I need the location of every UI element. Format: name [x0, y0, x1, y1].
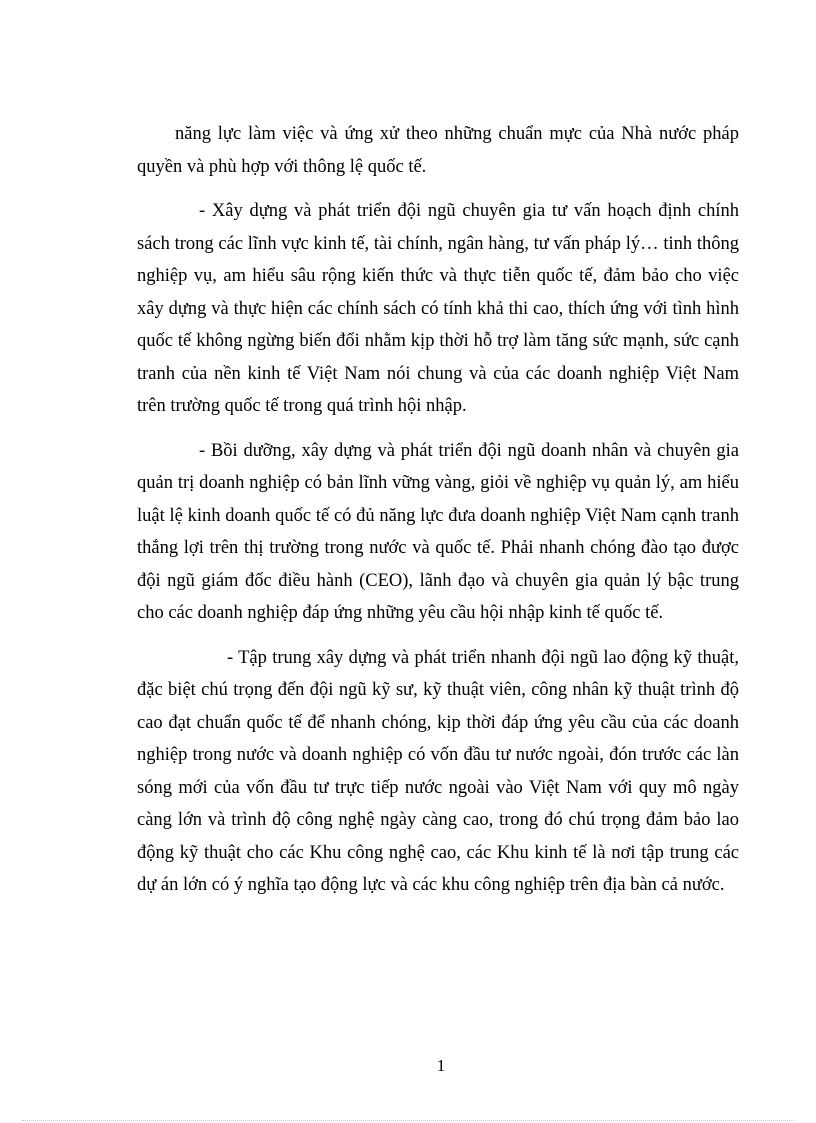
body-text — [137, 118, 739, 902]
paragraph-technical-workforce: - Tập trung xây dựng và phát triển nhanh đội ngũ lao động kỹ thuật, đặc biệt chú trọng đến đội ngũ kỹ sư, kỹ thuật viên, công nhân kỹ thuật trình độ cao đạt chuẩn quốc tế để nhanh chóng, kịp thời đáp ứng yêu cầu của các doanh nghiệp trong nước và doanh nghiệp có vốn đầu tư nước ngoài, đón trước các làn sóng mới của vốn đầu tư trực tiếp nước ngoài vào Việt Nam với quy mô ngày càng lớn và trình độ công nghệ ngày càng cao, trong đó chú trọng đảm bảo lao động kỹ thuật cho các Khu công nghệ cao, các Khu kinh tế là nơi tập trung các dự án lớn có ý nghĩa tạo động lực và các khu công nghiệp trên địa bàn cả nước. — [137, 647, 739, 895]
page-number: 1 — [436, 1056, 446, 1075]
paragraph-advisory-experts: - Xây dựng và phát triển đội ngũ chuyên gia tư vấn hoạch định chính sách trong các lĩnh vực kinh tế, tài chính, ngân hàng, tư vấn pháp lý… tinh thông nghiệp vụ, am hiểu sâu rộng kiến thức và thực tiễn quốc tế, đảm bảo cho việc xây dựng và thực hiện các chính sách có tính khả thi cao, thích ứng với tình hình quốc tế không ngừng biến đổi nhằm kịp thời hỗ trợ làm tăng sức mạnh, sức cạnh tranh của nền kinh tế Việt Nam nói chung và của các doanh nghiệp Việt Nam trên trường quốc tế trong quá trình hội nhập. — [137, 201, 739, 416]
paragraph-business-leaders: - Bồi dưỡng, xây dựng và phát triển đội ngũ doanh nhân và chuyên gia quản trị doanh nghiệp có bản lĩnh vững vàng, giỏi về nghiệp vụ quản lý, am hiểu luật lệ kinh doanh quốc tế có đủ năng lực đưa doanh nghiệp Việt Nam cạnh tranh thắng lợi trên thị trường trong nước và quốc tế. Phải nhanh chóng đào tạo được đội ngũ giám đốc điều hành (CEO), lãnh đạo và chuyên gia quản lý bậc trung cho các doanh nghiệp đáp ứng những yêu cầu hội nhập kinh tế quốc tế. — [137, 440, 739, 623]
paragraph-continuation: năng lực làm việc và ứng xử theo những chuẩn mực của Nhà nước pháp quyền và phù hợp với thông lệ quốc tế. — [137, 124, 739, 177]
page-bottom-divider — [22, 1120, 794, 1121]
